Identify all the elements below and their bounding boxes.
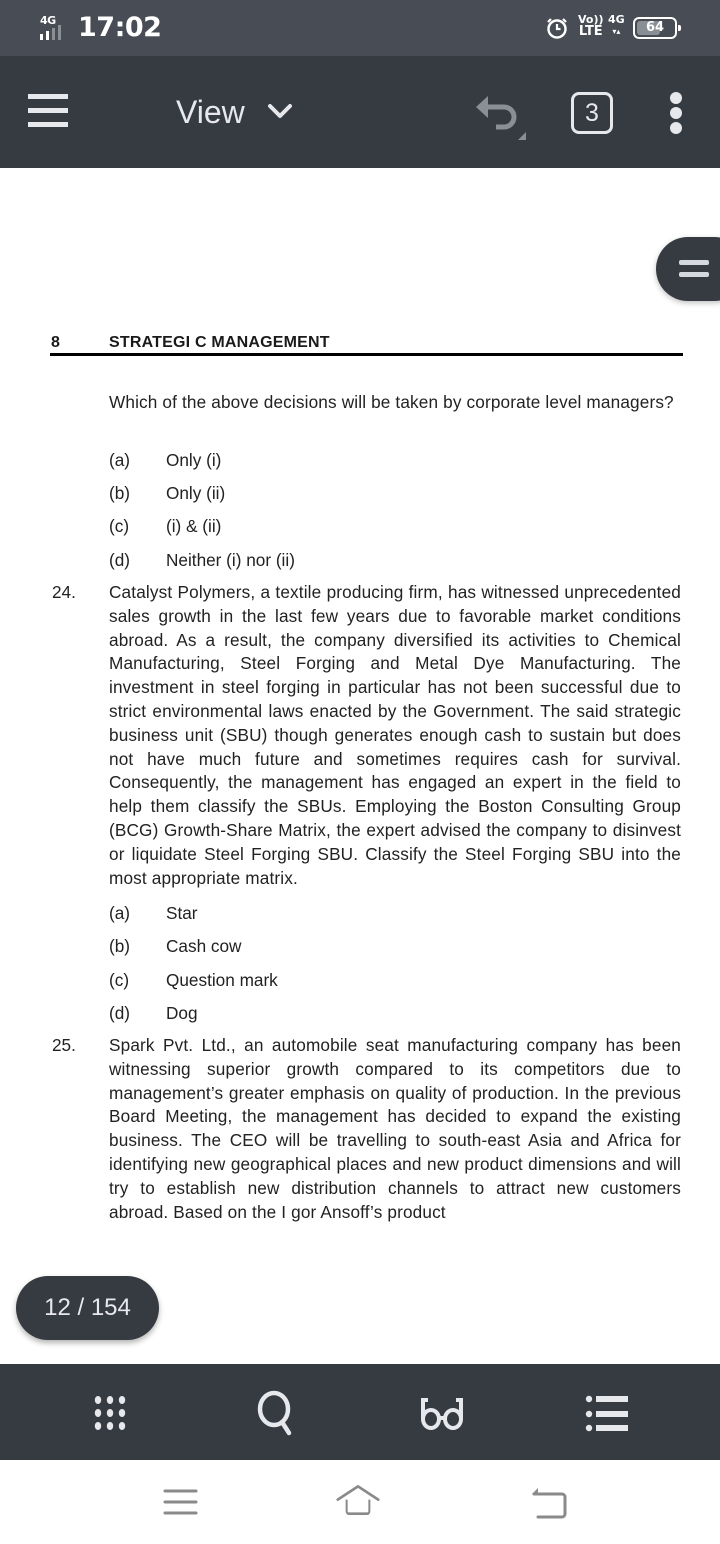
volte-icon: Vo)) LTE: [578, 13, 604, 39]
grid-dots-icon[interactable]: [85, 1388, 135, 1438]
q25-text: Spark Pvt. Ltd., an automobile seat manufacturing company has been witnessing superior growth compared to its competitors due to management’s greater emphasis on quality of production. In the previous Board Meeting, the management has decided to expand the existing business. The CEO will be travelling to south-east Asia and Africa for identifying new geographical places and new product dimensions and will try to establish new distribution channels to attract new customers abroad. Based on the I gor Ansoff’s product: [109, 1035, 681, 1222]
view-label: View: [176, 93, 245, 130]
chevron-down-icon: [267, 102, 293, 122]
more-vert-icon[interactable]: [664, 92, 688, 134]
q25-number: 25.: [52, 1035, 76, 1055]
data-icon: 4G ▾▴: [608, 13, 625, 36]
battery-icon: [633, 17, 677, 39]
signal-icon: [38, 14, 72, 42]
clock: 17:02: [78, 12, 162, 43]
tab-count: 3: [585, 99, 599, 127]
battery-level: 64: [645, 20, 665, 35]
alarm-icon: [545, 16, 569, 40]
tabs-icon[interactable]: [571, 92, 613, 134]
running-header: [50, 332, 683, 356]
status-bar: [0, 0, 720, 56]
hamburger-menu-icon[interactable]: [26, 94, 70, 130]
home-icon[interactable]: [336, 1482, 380, 1526]
side-panel-handle[interactable]: [656, 237, 720, 301]
system-nav-bar: [0, 1460, 720, 1544]
search-icon[interactable]: [251, 1388, 301, 1438]
network-type: 4G: [40, 14, 56, 27]
reading-glasses-icon[interactable]: [417, 1388, 467, 1438]
q24-text: Catalyst Polymers, a textile producing firm, has witnessed unprecedented sales growth in the last few years due to favorable market conditions abroad. As a result, the company diversified its activities to Chemical Manufacturing, Steel Forging and Metal Dye Manufacturing. The investment in steel forging in particular has not been successful due to strict environmental laws enacted by the Government. The said strategic business unit (SBU) though generates enough cash to sustain but does not have much future and sometimes requires cash for survival. Consequently, the management has engaged an expert in the field to help them classify the SBUs. Employing the Boston Consulting Group (BCG) Growth-Share Matrix, the expert advised the company to disinvest or liquidate Steel Forging SBU. Classify the Steel Forging SBU into the most appropriate matrix.: [109, 582, 681, 888]
page-number: 8: [51, 334, 60, 351]
back-icon[interactable]: [528, 1482, 572, 1526]
undo-icon[interactable]: [474, 92, 530, 140]
document-page[interactable]: 8 STRATEGI C MANAGEMENT Which of the above decisions will be taken by corporate level managers? (a) Only (i) (b) Only (ii) (c) (i) & (ii) (d) Neither (i) nor (ii) 24. Catalyst Polymers, a textile producing firm, has witnessed unprecedented sales growth in the last few years due to favorable market conditions abroad. As a result, the company diversified its activities to Chemical Manufacturing, Steel Forging and Metal Dye Manufacturing. The investment in steel forging in particular has not been successful due to strict environmental laws enacted by the Government. The said strategic business unit (SBU) though generates enough cash to sustain but does not have much future and sometimes requires cash for survival. Consequently, the management has engaged an expert in the field to help them classify the SBUs. Employing the Boston Consulting Group (BCG) Growth-Share Matrix, the expert advised the company to disinvest or liquidate Steel Forging SBU. Classify the Steel Forging SBU into the most appropriate matrix. (a) Star (b) Cash cow (c) Question mark (d) Dog 25. Spark Pvt. Ltd., an automobile seat manufacturing company has been witnessing superior growth compared to its competitors due to management’s greater emphasis on quality of production. In the previous Board Meeting, the management has decided to expand the existing business. The CEO will be travelling to south-east Asia and Africa for identifying new geographical places and new product dimensions and will try to establish new distribution channels to attract new customers abroad. Based on the I gor Ansoff’s product 12 / 154: [0, 168, 720, 1364]
page-counter[interactable]: 12 / 154: [16, 1276, 159, 1340]
app-bar: [0, 56, 720, 168]
q24-number: 24.: [52, 582, 76, 602]
list-icon[interactable]: [582, 1388, 632, 1438]
bottom-toolbar: [0, 1364, 720, 1460]
view-dropdown-button[interactable]: [176, 92, 293, 132]
recents-icon[interactable]: [158, 1482, 202, 1526]
running-title: STRATEGI C MANAGEMENT: [109, 334, 330, 351]
q23-stem: Which of the above decisions will be taken by corporate level managers?: [109, 392, 674, 412]
